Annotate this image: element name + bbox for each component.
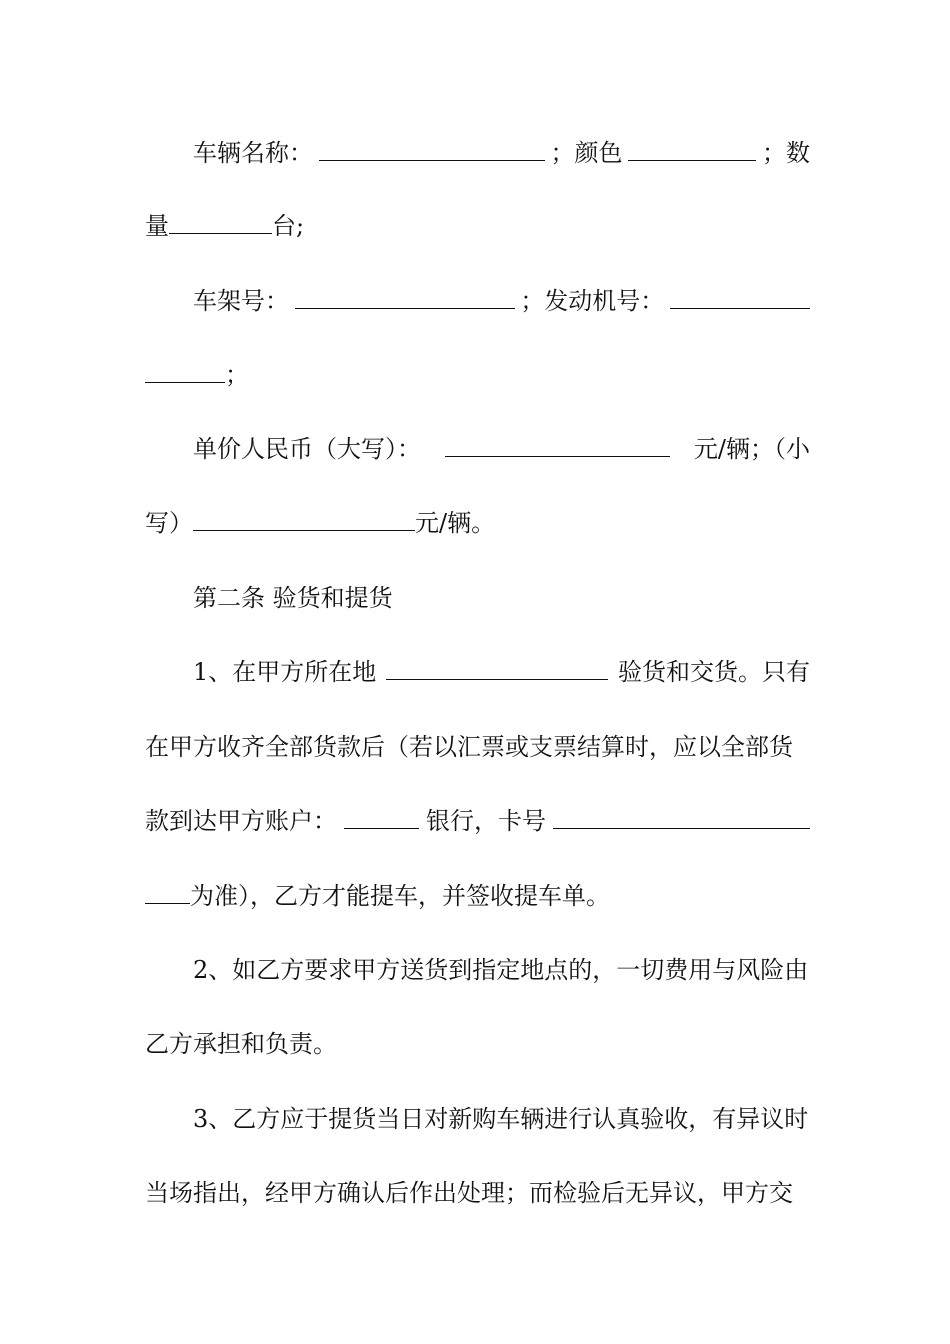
engine-number-blank-cont — [145, 360, 225, 383]
account-label: 款到达甲方账户： — [145, 807, 337, 835]
engine-number-label: ；发动机号： — [520, 287, 665, 315]
clause-1-end: 为准），乙方才能提车，并签收提车单。 — [190, 882, 610, 910]
quantity-line — [145, 211, 810, 241]
unit-price-lower-line — [145, 508, 810, 538]
clause-1-line-2: 在甲方收齐全部货款后（若以汇票或支票结算时，应以全部货 — [145, 733, 793, 761]
card-number-blank — [553, 806, 810, 829]
delivery-location-blank — [386, 657, 608, 680]
vehicle-name-line — [193, 138, 810, 168]
vehicle-name-blank — [319, 138, 545, 161]
vehicle-name-label: 车辆名称： — [193, 139, 313, 167]
frame-number-blank — [295, 286, 515, 309]
clause-2-line-2: 乙方承担和负责。 — [145, 1030, 337, 1058]
color-blank — [628, 138, 756, 161]
card-number-blank-cont — [145, 881, 190, 904]
frame-number-label: 车架号： — [193, 287, 289, 315]
quantity-label-start: ；数 — [762, 139, 810, 167]
quantity-label-end: 量 — [145, 212, 169, 240]
clause-3-line-1: 3、乙方应于提货当日对新购车辆进行认真验收，有异议时 — [193, 1105, 809, 1133]
bank-blank — [344, 806, 419, 829]
engine-line-end: ； — [225, 361, 249, 389]
engine-number-continued-line — [145, 360, 810, 390]
unit-price-lower-unit: 元/辆。 — [415, 509, 496, 537]
clause-1-line-4 — [145, 881, 810, 911]
clause-3-line-2: 当场指出，经甲方确认后作出处理；而检验后无异议，甲方交 — [145, 1179, 793, 1207]
quantity-unit: 台; — [272, 212, 305, 240]
clause-1-start: 1、在甲方所在地 — [193, 658, 377, 686]
frame-engine-line — [193, 286, 810, 316]
clause-1-cont: 验货和交货。只有 — [618, 658, 810, 686]
card-number-label: 银行，卡号 — [426, 807, 546, 835]
unit-price-line — [193, 434, 810, 464]
color-label: ；颜色 — [550, 139, 623, 167]
clause-2-line-1: 2、如乙方要求甲方送货到指定地点的，一切费用与风险由 — [193, 956, 809, 984]
clause-1-line-1 — [193, 657, 810, 687]
quantity-blank — [169, 211, 272, 234]
article-two-heading: 第二条 验货和提货 — [193, 584, 393, 612]
unit-price-upper-label: 单价人民币（大写）： — [193, 435, 421, 463]
engine-number-blank — [670, 286, 810, 309]
unit-price-upper-unit: 元/辆；（小 — [693, 435, 810, 463]
clause-1-line-3 — [145, 806, 810, 836]
unit-price-lower-label: 写） — [145, 509, 193, 537]
unit-price-lower-blank — [193, 508, 415, 531]
unit-price-upper-blank — [445, 434, 670, 457]
